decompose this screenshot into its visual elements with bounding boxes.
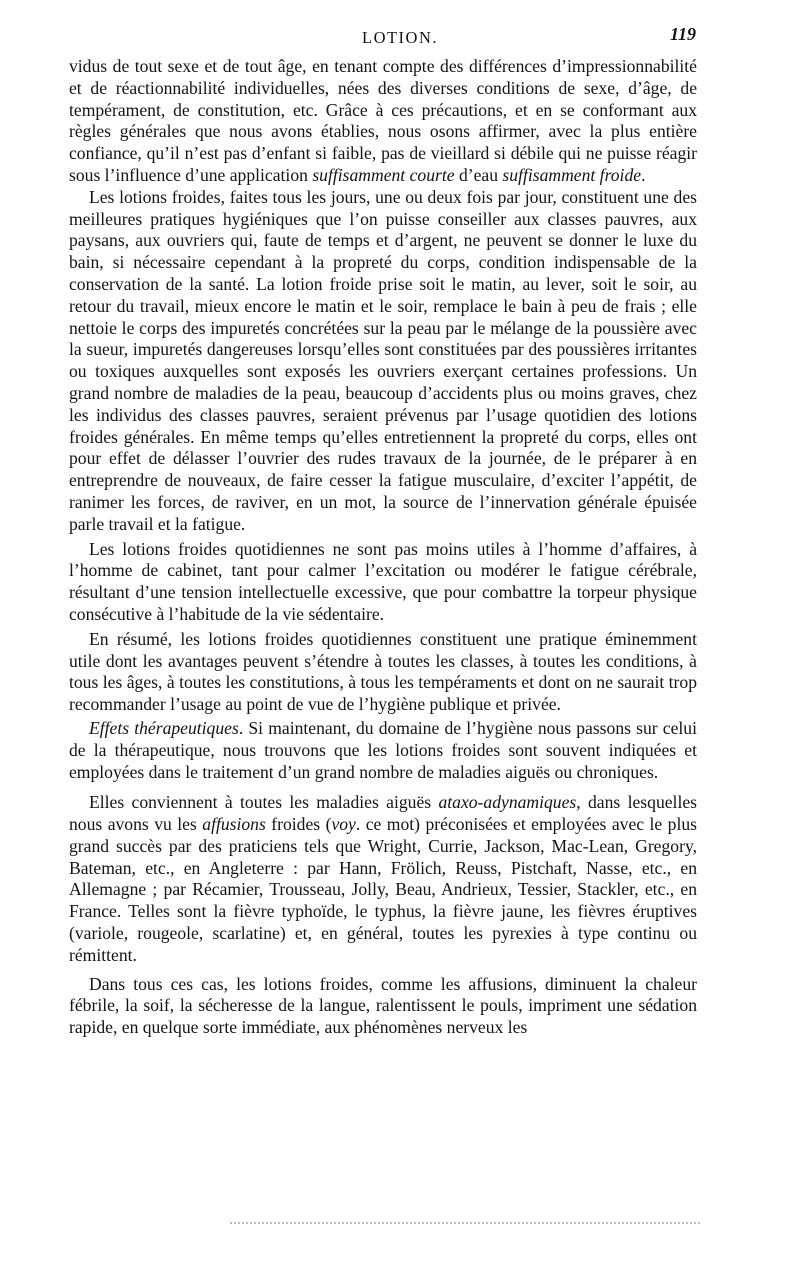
- paragraph-text: vidus de tout sexe et de tout âge, en tenant compte des différences d’impressionnabilité et de réactionnabilité individuelles, nées des diverses conditions de sexe, d’âge, de tempérament, de constitution, etc. Grâce à ces précautions, et en se conformant aux règles générales que nous avons établies, nous osons affirmer, avec la plus entière confiance, qu’il n’est pas d’enfant si faible, pas de vieillard si débile qui ne puisse réagir sous l’influence d’une application: [69, 56, 697, 185]
- paragraph-all-cases: Dans tous ces cas, les lotions froides, comme les affusions, diminuent la chaleur fébrile, la soif, la sécheresse de la langue, ralentissent le pouls, impriment une sédation rapide, en quelque sorte immédiate, aux phénomènes nerveux les: [69, 973, 697, 1038]
- paragraph-text: . Si maintenant, du domaine de l’hygiène nous passons sur celui de la thérapeutique, nous trouvons que les lotions froides sont souvent indiquées et employées dans le traitement d’un grand nombre de maladies aiguës ou chroniques.: [69, 717, 697, 782]
- paragraph-text: .: [641, 164, 646, 185]
- page-header: [0, 20, 800, 52]
- emphasis-text: voy: [331, 814, 356, 835]
- body-text: [69, 56, 697, 1039]
- paragraph-text: . ce mot) préconisées et employées avec le plus grand succès par des praticiens tels que Wright, Currie, Jackson, Mac-Lean, Gregory, Bateman, etc., en Angleterre : par Hann, Frölich, Reuss, Pistchaft, Nasse, etc., en Allemagne ; par Récamier, Trousseau, Jolly, Beau, Andrieux, Tessier, Stackler, etc., en France. Telles sont la fièvre typhoïde, le typhus, la fièvre jaune, les fièvres éruptives (variole, rougeole, scarlatine) et, en général, toutes les pyrexies à type continu ou rémittent.: [69, 814, 698, 965]
- emphasis-text: suffisamment froide: [502, 164, 642, 185]
- emphasis-text: affusions: [202, 814, 266, 835]
- emphasis-text: suffisamment courte: [312, 164, 455, 185]
- paragraph-summary: En résumé, les lotions froides quotidiennes constituent une pratique éminemment utile dont les avantages peuvent s’étendre à toutes les classes, à toutes les conditions, à tous les âges, à toutes les constitutions, à tous les tempéraments et dont on ne saurait trop recommander l’usage au point de vue de l’hygiène publique et privée.: [69, 628, 697, 715]
- section-heading-italic: Effets thérapeutiques: [89, 717, 239, 738]
- running-title: LOTION.: [361, 28, 439, 47]
- paragraph-text: Elles conviennent à toutes les maladies aiguës: [89, 792, 432, 813]
- paragraph-text: d’eau: [458, 164, 499, 185]
- paragraph-text: , dans lesquelles nous avons vu les: [69, 792, 697, 835]
- paragraph-business-men: Les lotions froides quotidiennes ne sont pas moins utiles à l’homme d’affaires, à l’homme de cabinet, tant pour calmer l’excitation ou modérer le fatigue cérébrale, résultant d’une tension intellectuelle excessive, que pour combattre la torpeur physique consécutive à l’habitude de la vie sédentaire.: [69, 538, 697, 624]
- paragraph-hygiene-poor-classes: Les lotions froides, faites tous les jours, une ou deux fois par jour, constituent une des meilleures pratiques hygiéniques que l’on puisse conseiller aux classes pauvres, aux paysans, aux ouvriers qui, faute de temps et d’argent, ne peuvent se donner le luxe du bain, si nécessaire cependant à la propreté du corps, condition indispensable de la conservation de la santé. La lotion froide prise soit le matin, au lever, soit le soir, au retour du travail, mieux encore le matin et le soir, remplace le bain à peu de frais ; elle nettoie le corps des impuretés concrétées sur la peau par le mélange de la poussière avec la sueur, impuretés dangereuses lorsqu’elles sont constituées par des poussières irritantes ou toxiques auxquelles sont exposés les ouvriers exerçant certaines professions. Un grand nombre de maladies de la peau, beaucoup d’accidents plus ou moins graves, chez les individus des classes pauvres, seraient prévenus par l’usage quotidien des lotions froides générales. En même temps qu’elles entretiennent la propreté du corps, elles ont pour effet de délasser l’ouvrier des rudes travaux de la journée, de le préparer à en entreprendre de nouveaux, de faire cesser la fatigue musculaire, d’exciter l’appétit, de ranimer les forces, de raviver, en un mot, la source de l’innervation générale épuisée parle travail et la fatigue.: [69, 186, 697, 534]
- paragraph-acute-diseases: [69, 792, 697, 966]
- emphasis-text: ataxo-adynamiques: [438, 792, 577, 813]
- paragraph-continued: [69, 56, 697, 187]
- print-bleed-marks: [230, 1222, 700, 1228]
- page-number: 119: [669, 24, 696, 44]
- paragraph-text: froides (: [271, 814, 332, 835]
- paragraph-therapeutic-effects: [69, 718, 697, 783]
